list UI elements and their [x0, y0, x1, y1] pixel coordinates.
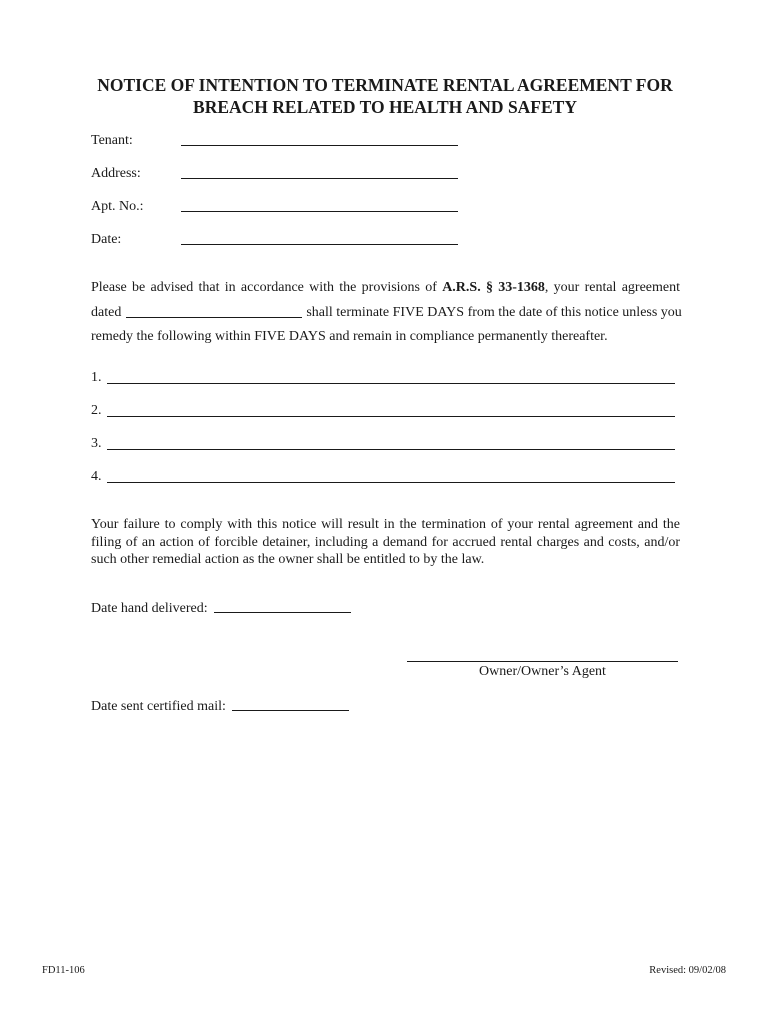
revision-date: Revised: 09/02/08 — [649, 965, 726, 976]
warning-line-1: Your failure to comply with this notice will result in the termination of your rental agreement and the — [91, 517, 680, 532]
remedy-blank-4[interactable] — [107, 482, 675, 483]
warning-line-3: such other remedial action as the owner shall be entitled to by the law. — [91, 552, 485, 567]
remedy-item — [91, 469, 677, 489]
notice-line-3: remedy the following within FIVE DAYS and remain in compliance permanently thereafter. — [91, 329, 608, 344]
item-number: 1. — [91, 370, 102, 385]
address-label: Address: — [91, 166, 141, 181]
certified-mail-label: Date sent certified mail: — [91, 699, 226, 714]
warning-paragraph — [91, 516, 680, 569]
notice-text: , your rental agreement — [544, 280, 681, 295]
date-blank[interactable] — [181, 244, 458, 245]
tenant-blank[interactable] — [181, 145, 458, 146]
title-line-2: BREACH RELATED TO HEALTH AND SAFETY — [193, 97, 577, 117]
agent-label: Owner/Owner’s Agent — [479, 664, 606, 679]
hand-delivered-blank[interactable] — [214, 599, 351, 613]
agent-signature-blank[interactable] — [407, 661, 678, 662]
notice-line-1 — [91, 276, 680, 301]
apt-blank[interactable] — [181, 211, 458, 212]
tenant-label: Tenant: — [91, 133, 133, 148]
remedy-item — [91, 370, 677, 390]
hand-delivered-label: Date hand delivered: — [91, 601, 208, 616]
remedy-blank-1[interactable] — [107, 383, 675, 384]
item-number: 4. — [91, 469, 102, 484]
certified-mail-field — [91, 697, 349, 717]
notice-text: shall terminate FIVE DAYS from the date of this notice unless you — [306, 304, 682, 320]
notice-line-2 — [91, 301, 680, 326]
remedy-item — [91, 436, 677, 456]
item-number: 3. — [91, 436, 102, 451]
notice-paragraph — [91, 276, 680, 350]
apt-label: Apt. No.: — [91, 199, 144, 214]
notice-text: dated — [91, 304, 122, 320]
hand-delivered-field — [91, 599, 351, 619]
remedy-blank-2[interactable] — [107, 416, 675, 417]
document-title — [60, 74, 710, 118]
title-line-1: NOTICE OF INTENTION TO TERMINATE RENTAL AGREEMENT FOR — [97, 75, 673, 95]
item-number: 2. — [91, 403, 102, 418]
certified-mail-blank[interactable] — [232, 697, 349, 711]
remedy-item — [91, 403, 677, 423]
warning-line-2: filing of an action of forcible detainer, including a demand for accrued rental charges and costs, and/or — [91, 534, 680, 550]
form-id: FD11-106 — [42, 965, 85, 976]
date-label: Date: — [91, 232, 122, 247]
dated-blank[interactable] — [126, 303, 302, 318]
address-blank[interactable] — [181, 178, 458, 179]
remedy-blank-3[interactable] — [107, 449, 675, 450]
statute-reference: A.R.S. § 33-1368 — [442, 280, 545, 295]
notice-text: Please be advised that in accordance with the provisions of — [91, 280, 437, 295]
